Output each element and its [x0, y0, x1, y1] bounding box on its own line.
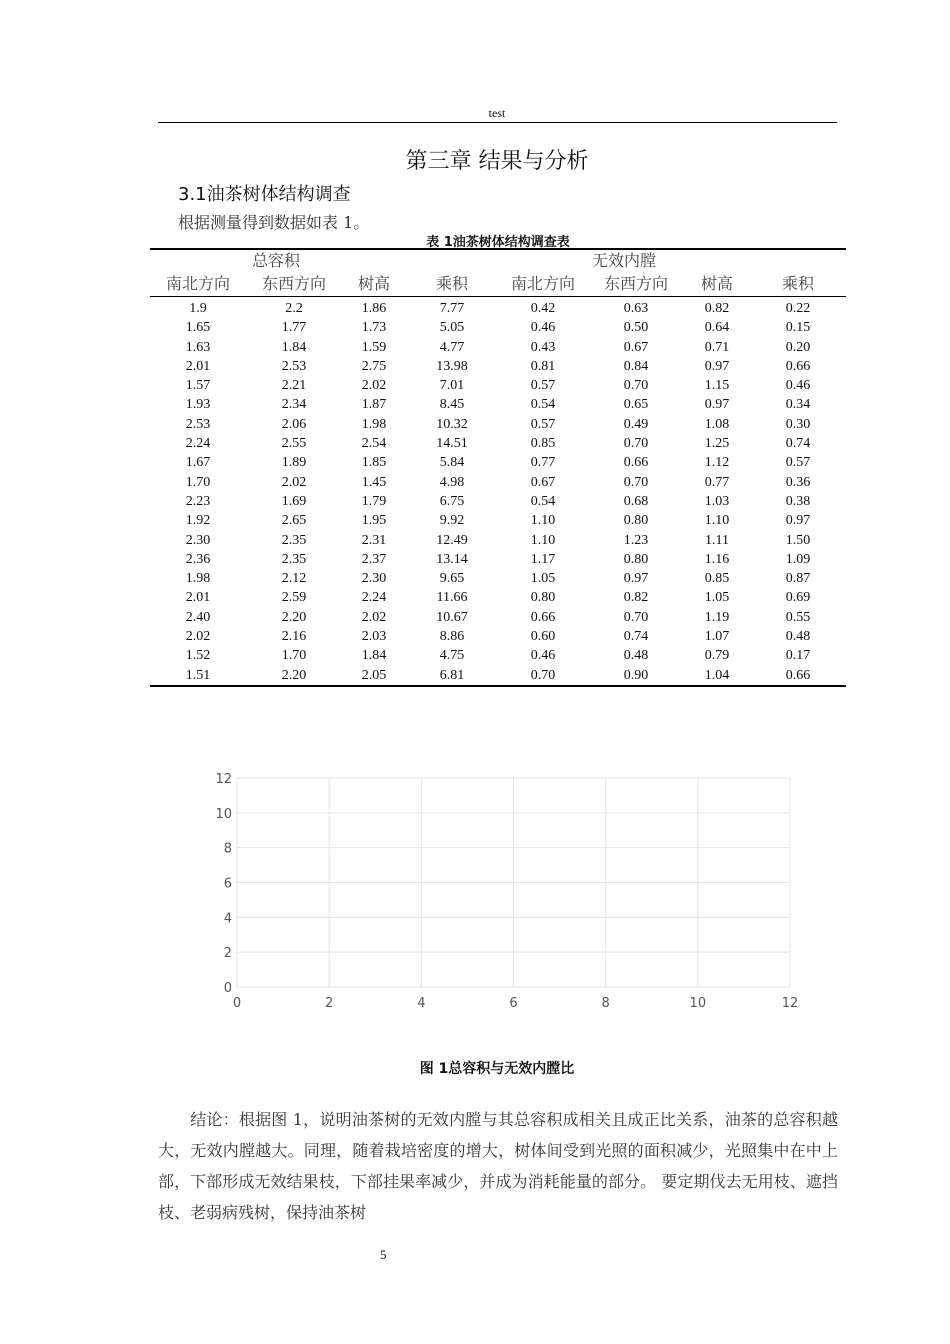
table-cell: 2.35 [281, 551, 307, 567]
table-cell: 1.69 [281, 493, 307, 509]
table-cell: 0.57 [530, 378, 556, 394]
table-cell: 0.46 [530, 648, 556, 664]
table-cell: 7.01 [439, 378, 465, 394]
table-cell: 0.97 [623, 571, 649, 587]
table-cell: 2.03 [361, 629, 387, 645]
table-cell: 0.97 [704, 397, 730, 413]
table-cell: 0.57 [785, 455, 811, 471]
table-cell: 1.50 [785, 532, 811, 548]
section-title: 3.1油茶树体结构调查 [178, 184, 351, 205]
table-cell: 1.23 [623, 532, 649, 548]
table-cell: 8.45 [439, 397, 465, 413]
table-cell: 0.97 [785, 513, 811, 529]
table-row [150, 395, 846, 414]
table-cell: 0.46 [530, 320, 556, 336]
table-cell: 2.59 [281, 590, 307, 606]
table-cell: 0.85 [530, 436, 556, 452]
chart-svg [200, 765, 810, 1015]
table-cell: 1.70 [185, 474, 211, 490]
table-cell: 0.67 [623, 339, 649, 355]
table-cell: 1.84 [281, 339, 307, 355]
table-row [150, 318, 846, 337]
table-cell: 0.67 [530, 474, 556, 490]
group-header-total-volume: 总容积 [252, 251, 301, 270]
table-cell: 2.23 [185, 493, 211, 509]
table-cell: 1.9 [189, 301, 207, 316]
table-cell: 4.75 [439, 648, 465, 664]
table-cell: 0.80 [623, 551, 649, 567]
table-cell: 4.98 [439, 474, 465, 490]
table-cell: 1.67 [185, 455, 211, 471]
table-cell: 0.54 [530, 493, 556, 509]
table-cell: 1.98 [185, 571, 211, 587]
table-cell: 1.45 [361, 474, 387, 490]
y-tick-label: 6 [223, 876, 232, 892]
table-cell: 0.38 [785, 493, 811, 509]
table-row [150, 608, 846, 627]
table-cell: 1.19 [704, 609, 730, 625]
table-cell: 0.65 [623, 397, 649, 413]
page-number: 5 [380, 1247, 387, 1262]
table-cell: 1.51 [185, 667, 211, 683]
table-cell: 1.89 [281, 455, 307, 471]
column-header: 东西方向 [246, 272, 342, 297]
table-cell: 14.51 [436, 436, 468, 452]
table-cell: 2.40 [185, 609, 211, 625]
table-cell: 1.92 [185, 513, 211, 529]
x-tick-label: 12 [781, 996, 799, 1011]
table-cell: 1.09 [785, 551, 811, 567]
table-cell: 1.04 [704, 667, 730, 683]
table-row [150, 569, 846, 588]
column-header: 南北方向 [150, 272, 246, 297]
table-cell: 1.10 [704, 513, 730, 529]
table-cell: 10.32 [436, 416, 468, 432]
table-cell: 0.63 [623, 301, 649, 316]
table-cell: 2.30 [361, 571, 387, 587]
table-cell: 2.20 [281, 609, 307, 625]
x-tick-label: 2 [325, 996, 334, 1011]
table-caption: 表 1油茶树体结构调查表 [426, 235, 570, 250]
table-cell: 0.82 [704, 301, 730, 316]
y-tick-label: 2 [223, 946, 232, 962]
table-cell: 0.55 [785, 609, 811, 625]
table-cell: 0.64 [704, 320, 730, 336]
table-cell: 2.21 [281, 378, 307, 394]
table-cell: 0.90 [623, 667, 649, 683]
table-cell: 2.02 [361, 609, 387, 625]
column-header: 树高 [684, 272, 750, 297]
table-row [150, 627, 846, 646]
table-cell: 12.49 [436, 532, 468, 548]
table-cell: 0.66 [530, 609, 556, 625]
conclusion-paragraph [158, 1104, 838, 1228]
table-cell: 0.80 [530, 590, 556, 606]
table-cell: 1.05 [704, 590, 730, 606]
table-cell: 0.77 [530, 455, 556, 471]
table-cell: 0.74 [785, 436, 811, 452]
table-cell: 10.67 [436, 609, 468, 625]
table-row [150, 376, 846, 395]
table-cell: 0.82 [623, 590, 649, 606]
table-cell: 0.68 [623, 493, 649, 509]
y-tick-label: 10 [215, 806, 232, 822]
table-cell: 0.85 [704, 571, 730, 587]
x-tick-label: 6 [509, 996, 518, 1011]
table-cell: 2.01 [185, 590, 211, 606]
table-cell: 0.70 [623, 378, 649, 394]
x-tick-label: 8 [601, 996, 610, 1011]
table-cell: 1.95 [361, 513, 387, 529]
table-cell: 1.52 [185, 648, 211, 664]
table-row [150, 492, 846, 511]
table-cell: 9.92 [439, 513, 465, 529]
table-cell: 0.81 [530, 358, 556, 374]
table-cell: 1.87 [361, 397, 387, 413]
page-header: test [488, 106, 506, 120]
table-column-header-row [150, 272, 846, 297]
table-row [150, 666, 846, 686]
table-cell: 1.93 [185, 397, 211, 413]
table-cell: 2.12 [281, 571, 307, 587]
table-row [150, 473, 846, 492]
table-cell: 1.57 [185, 378, 211, 394]
data-table [150, 248, 846, 687]
table-row [150, 588, 846, 607]
scatter-chart [200, 765, 810, 1015]
table-cell: 1.05 [530, 571, 556, 587]
table-row [150, 531, 846, 550]
column-header: 乘积 [750, 272, 846, 297]
table-cell: 0.34 [785, 397, 811, 413]
table-cell: 6.81 [439, 667, 465, 683]
y-tick-label: 8 [223, 841, 232, 857]
table-cell: 0.71 [704, 339, 730, 355]
header-rule [158, 122, 837, 123]
table-cell: 13.14 [436, 551, 468, 567]
table-cell: 0.70 [623, 474, 649, 490]
table-cell: 1.73 [361, 320, 387, 336]
table-cell: 0.48 [623, 648, 649, 664]
table-cell: 2.30 [185, 532, 211, 548]
table-cell: 2.05 [361, 667, 387, 683]
table-cell: 2.35 [281, 532, 307, 548]
table-cell: 2.34 [281, 397, 307, 413]
table-cell: 1.86 [361, 301, 387, 316]
table-row [150, 297, 846, 319]
table-cell: 2.75 [361, 358, 387, 374]
chapter-title: 第三章 结果与分析 [405, 149, 589, 174]
table-row [150, 511, 846, 530]
conclusion-text: 结论：根据图 1，说明油茶树的无效内膛与其总容积成相关且成正比关系，油茶的总容积越大，无效内膛越大。同理，随着栽培密度的增大，树体间受到光照的面积减少，光照集中在中上部，下部形成无效结果枝，下部挂果率减少，并成为消耗能量的部分。 要定期伐去无用枝、遮挡枝、老弱病残树，保持油茶树 [158, 1110, 838, 1222]
column-header: 东西方向 [588, 272, 684, 297]
table-cell: 0.84 [623, 358, 649, 374]
table-cell: 0.49 [623, 416, 649, 432]
table-row [150, 357, 846, 376]
table-cell: 6.75 [439, 493, 465, 509]
table-cell: 1.59 [361, 339, 387, 355]
table-cell: 0.66 [623, 455, 649, 471]
table-cell: 1.11 [705, 532, 729, 548]
table-cell: 0.69 [785, 590, 811, 606]
table-cell: 2.16 [281, 629, 307, 645]
table-cell: 2.2 [285, 301, 303, 316]
intro-paragraph: 根据测量得到数据如表 1。 [178, 213, 370, 232]
x-tick-label: 10 [689, 996, 707, 1011]
table-cell: 1.12 [704, 455, 730, 471]
table-cell: 1.03 [704, 493, 730, 509]
table-cell: 0.48 [785, 629, 811, 645]
table-cell: 1.17 [530, 551, 556, 567]
table-cell: 2.24 [185, 436, 211, 452]
table-cell: 0.46 [785, 378, 811, 394]
table-cell: 0.66 [785, 667, 811, 683]
table-cell: 2.02 [185, 629, 211, 645]
table-cell: 0.70 [623, 609, 649, 625]
table-cell: 0.97 [704, 358, 730, 374]
table-cell: 1.25 [704, 436, 730, 452]
table-cell: 2.53 [281, 358, 307, 374]
table-row [150, 434, 846, 453]
y-tick-label: 12 [215, 772, 232, 787]
table-cell: 1.98 [361, 416, 387, 432]
table-cell: 0.66 [785, 358, 811, 374]
table-cell: 0.80 [623, 513, 649, 529]
table-cell: 0.60 [530, 629, 556, 645]
table-cell: 2.54 [361, 436, 387, 452]
table-cell: 5.84 [439, 455, 465, 471]
table-cell: 1.63 [185, 339, 211, 355]
table-cell: 1.10 [530, 532, 556, 548]
table-cell: 0.17 [785, 648, 811, 664]
table-cell: 8.86 [439, 629, 465, 645]
table-cell: 1.77 [281, 320, 307, 336]
table-body [150, 297, 846, 686]
table-group-header-row [150, 249, 846, 272]
table-cell: 0.54 [530, 397, 556, 413]
table-cell: 2.01 [185, 358, 211, 374]
table-cell: 11.66 [436, 590, 468, 606]
y-tick-label: 0 [223, 981, 232, 996]
table-cell: 2.24 [361, 590, 387, 606]
table-cell: 1.08 [704, 416, 730, 432]
table-cell: 1.16 [704, 551, 730, 567]
table-cell: 1.84 [361, 648, 387, 664]
table-cell: 9.65 [439, 571, 465, 587]
x-tick-label: 4 [417, 996, 426, 1011]
table-cell: 4.77 [439, 339, 465, 355]
x-tick-label: 0 [232, 996, 242, 1011]
table-cell: 1.15 [704, 378, 730, 394]
table-cell: 0.77 [704, 474, 730, 490]
group-header-invalid-chamber: 无效内膛 [592, 251, 657, 270]
table-cell: 2.20 [281, 667, 307, 683]
table-row [150, 550, 846, 569]
table-cell: 1.65 [185, 320, 211, 336]
table-cell: 2.55 [281, 436, 307, 452]
table-cell: 0.30 [785, 416, 811, 432]
table-cell: 0.57 [530, 416, 556, 432]
table-cell: 0.79 [704, 648, 730, 664]
table-cell: 1.10 [530, 513, 556, 529]
table-cell: 1.07 [704, 629, 730, 645]
table-cell: 0.20 [785, 339, 811, 355]
table-cell: 0.22 [785, 301, 811, 316]
table-cell: 5.05 [439, 320, 465, 336]
table-row [150, 646, 846, 665]
table-cell: 0.42 [530, 301, 556, 316]
table-cell: 2.53 [185, 416, 211, 432]
column-header: 乘积 [406, 272, 498, 297]
table-cell: 2.37 [361, 551, 387, 567]
y-tick-label: 4 [223, 911, 232, 927]
table-cell: 2.31 [361, 532, 387, 548]
table-cell: 1.79 [361, 493, 387, 509]
table-cell: 0.70 [623, 436, 649, 452]
table-row [150, 453, 846, 472]
table-row [150, 338, 846, 357]
table-cell: 1.85 [361, 455, 387, 471]
table-cell: 0.74 [623, 629, 649, 645]
table-cell: 0.87 [785, 571, 811, 587]
table-row [150, 415, 846, 434]
table-cell: 0.36 [785, 474, 811, 490]
table-cell: 7.77 [439, 301, 465, 316]
table-cell: 2.65 [281, 513, 307, 529]
table-cell: 0.43 [530, 339, 556, 355]
table-cell: 1.70 [281, 648, 307, 664]
column-header: 南北方向 [498, 272, 588, 297]
table-cell: 2.02 [281, 474, 307, 490]
table-cell: 2.36 [185, 551, 211, 567]
table-cell: 0.70 [530, 667, 556, 683]
table-cell: 0.50 [623, 320, 649, 336]
column-header: 树高 [342, 272, 406, 297]
table-cell: 13.98 [436, 358, 468, 374]
table-cell: 2.06 [281, 416, 307, 432]
table-cell: 0.15 [785, 320, 811, 336]
table-cell: 2.02 [361, 378, 387, 394]
figure-caption: 图 1总容积与无效内膛比 [419, 1061, 575, 1077]
